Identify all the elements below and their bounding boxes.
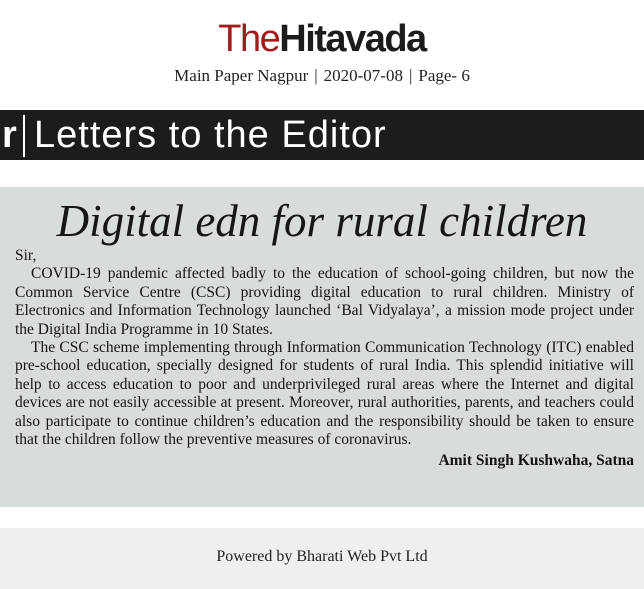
- article-paragraph: The CSC scheme implementing through Information Communication Technology (ITC) enabled pre-school education, specially designed for students of rural India. This splendid initiative will help to access education to poor and underprivileged rural areas where the Internet and digital devices are not easily accessible at present. Moreover, rural authorities, parents, and teachers could also participate to continue children’s education and the responsibility should be taken to ensure that the children follow the preventive measures of coronavirus.: [15, 339, 634, 449]
- section-title: Letters to the Editor: [34, 114, 387, 156]
- section-letter: r: [2, 114, 17, 156]
- powered-by-text: Powered by Bharati Web Pvt Ltd: [216, 548, 428, 565]
- edition-name: Main Paper Nagpur: [174, 66, 309, 85]
- edition-info: [0, 64, 644, 88]
- logo-the: The: [218, 18, 280, 60]
- article-headline: Digital edn for rural children: [56, 196, 588, 246]
- footer: [0, 528, 644, 589]
- logo-name: Hitavada: [279, 18, 426, 60]
- article-paragraph: COVID-19 pandemic affected badly to the education of school-going children, but now the Common Service Centre (CSC) providing digital education to rural children. Ministry of Electronics and Information Technology launched ‘Bal Vidyalaya’, a mission mode project under the Digital India Programme in 10 States.: [15, 265, 634, 338]
- meta-separator: |: [314, 66, 318, 85]
- masthead: [0, 0, 644, 110]
- newspaper-logo[interactable]: [0, 17, 644, 61]
- article-body: [15, 247, 634, 471]
- meta-separator: |: [408, 66, 413, 85]
- salutation: Sir,: [15, 247, 37, 264]
- edition-date: 2020-07-08: [323, 66, 403, 85]
- article-clipping: [0, 187, 644, 507]
- section-header: [0, 110, 644, 160]
- letter-signature: Amit Singh Kushwaha, Satna: [438, 452, 634, 470]
- page-number: Page- 6: [418, 66, 470, 85]
- section-divider: [23, 115, 25, 157]
